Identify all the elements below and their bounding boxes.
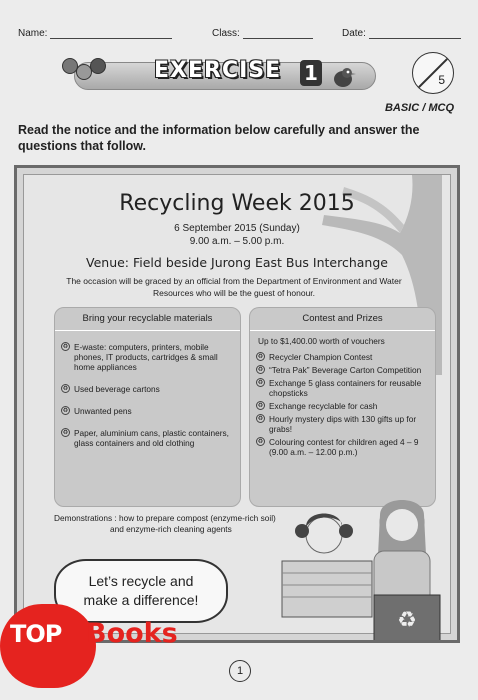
demonstrations-line1: Demonstrations : how to prepare compost (enzyme-rich soil) [54,513,276,523]
ball-icon [90,58,106,74]
list-item: ♻ Recycler Champion Contest [257,352,373,362]
name-field [18,28,172,39]
list-item: ♻ Used beverage cartons [62,384,160,394]
recyclables-list [61,342,236,458]
exercise-number: 1 [300,60,322,86]
date-field [342,28,461,39]
notice-title: Recycling Week 2015 [119,191,355,216]
bird-icon [330,64,356,90]
list-item: ♻ Hourly mystery dips with 130 gifts up for grabs! [257,414,417,434]
bubble-line2: make a difference! [83,592,199,608]
topbooks-logo-top: TOP [10,620,62,648]
list-item: ♻ E-waste: computers, printers, mobile phones, IT products, cartridges & small home appliances [62,342,218,372]
score-total: 5 [438,73,445,87]
notice-card [14,165,460,643]
recyclables-heading: Bring your recyclable materials [55,308,240,331]
recycle-icon: ♻ [257,403,264,409]
contest-panel [249,307,436,507]
level-label: BASIC / MCQ [384,102,454,114]
notice-occasion: The occasion will be graced by an official from the Department of Environment and Water Resources who will be the guest of honour. [66,276,402,298]
notice-venue: Venue: Field beside Jurong East Bus Interchange [86,255,388,270]
list-item: ♻ Colouring contest for children aged 4 – 9 (9.00 a.m. – 12.00 p.m.) [257,437,419,457]
recycle-icon: ♻ [257,380,264,386]
list-item: ♻ Unwanted pens [62,406,132,416]
exercise-banner [14,52,454,96]
score-circle [412,52,454,94]
list-item: ♻ Paper, aluminium cans, plastic containers, glass containers and old clothing [62,428,229,448]
contest-heading: Contest and Prizes [250,308,435,331]
class-line [243,29,313,39]
recycle-icon: ♻ [257,439,264,445]
recycle-icon: ♻ [257,354,264,360]
recycle-icon: ♻ [257,367,264,373]
recycle-icon: ♻ [257,416,264,422]
recycle-icon: ♻ [62,408,69,414]
recyclables-panel [54,307,241,507]
recycle-icon: ♻ [62,386,69,392]
bubble-line1: Let’s recycle and [88,573,194,589]
recycle-icon: ♻ [62,344,69,350]
exercise-title: EXERCISE [154,58,282,83]
children-illustration [254,495,444,643]
date-label: Date: [342,28,366,39]
class-label: Class: [212,28,240,39]
list-item: ♻ Exchange recyclable for cash [257,401,378,411]
topbooks-logo-books: Books [86,618,178,649]
notice-time: 9.00 a.m. – 5.00 p.m. [189,236,285,247]
notice-inner [23,174,451,634]
page-number: 1 [229,660,251,682]
instructions: Read the notice and the information below carefully and answer the questions that follow. [18,123,420,153]
demonstrations-line2: and enzyme-rich cleaning agents [110,524,232,534]
name-line [50,29,172,39]
name-label: Name: [18,28,48,39]
contest-list [256,352,431,460]
list-item: ♻ Exchange 5 glass containers for reusable chopsticks [257,378,422,398]
list-item: ♻ “Tetra Pak” Beverage Carton Competition [257,365,422,375]
contest-intro: Up to $1,400.00 worth of vouchers [258,336,385,346]
notice-date: 6 September 2015 (Sunday) [174,223,300,234]
class-field [212,28,313,39]
svg-text:♻: ♻ [397,607,417,632]
recycle-icon: ♻ [62,430,69,436]
date-line [369,29,461,39]
score-slash [414,52,453,91]
